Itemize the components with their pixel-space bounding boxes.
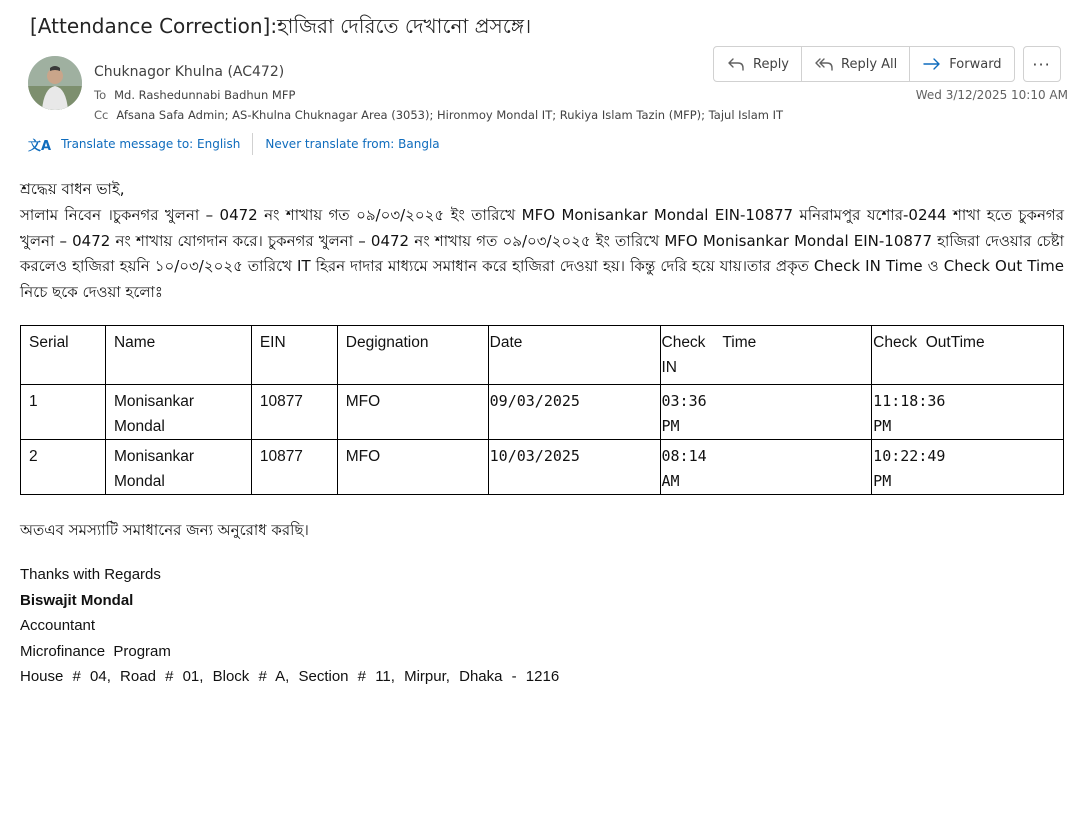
- cell-name: Monisankar Mondal: [105, 385, 251, 440]
- sender-name[interactable]: Chuknagor Khulna (AC472): [94, 64, 285, 80]
- cell-name: Monisankar Mondal: [105, 440, 251, 495]
- header-check-in: Check Time IN: [660, 326, 872, 385]
- header-ein: EIN: [251, 326, 337, 385]
- cc-recipients[interactable]: Afsana Safa Admin; AS-Khulna Chuknagar Area (3053); Hironmoy Mondal IT; Rukiya Islam Tazin (MFP); Tajul Islam IT: [116, 108, 784, 122]
- forward-icon: [922, 56, 942, 72]
- cell-serial: 1: [21, 385, 106, 440]
- reply-button[interactable]: [714, 47, 802, 81]
- signature-name: Biswajit Mondal: [20, 591, 134, 609]
- sender-avatar[interactable]: [28, 56, 82, 110]
- cell-ein: 10877: [251, 385, 337, 440]
- to-recipients[interactable]: Md. Rashedunnabi Badhun MFP: [114, 88, 296, 102]
- header-date: Date: [488, 326, 660, 385]
- table-row: [21, 440, 1064, 495]
- header-designation: Degignation: [337, 326, 488, 385]
- cc-label: Cc: [94, 108, 109, 122]
- signature-title: Accountant: [20, 617, 96, 634]
- signature-thanks: Thanks with Regards: [20, 566, 161, 583]
- cell-check-in: 08:14 AM: [660, 440, 872, 495]
- translate-divider: [252, 133, 253, 155]
- reply-all-button[interactable]: [802, 47, 910, 81]
- body-paragraph: সালাম নিবেন ।চুকনগর খুলনা – 0472 নং শাখায় গত ০৯/০৩/২০২৫ ইং তারিখে MFO Monisankar Mondal EIN-10877 মনিরামপুর যশোর-0244 শাখা হতে চুকনগর খুলনা – 0472 নং শাখায় যোগদান করে। চুকনগর খুলনা – 0472 নং শাখায় গত ০৯/০৩/২০২৫ ইং তারিখে MFO Monisankar Mondal EIN-10877 হাজিরা দেওয়ার চেষ্টা করলেও হাজিরা হয়নি ১০/০৩/২০২৫ তারিখে IT হিরন দাদার মাধ্যমে সমাধান করে হাজিরা দেওয়া হয়। কিন্তু দেরি হয়ে যায়।তার প্রকৃত Check IN Time ও Check Out Time নিচে ছকে দেওয়া হলোঃ: [20, 206, 1064, 301]
- email-subject: [Attendance Correction]:হাজিরা দেরিতে দেখানো প্রসঙ্গে।: [30, 14, 532, 38]
- header-check-out: Check OutTime: [872, 326, 1064, 385]
- cell-designation: MFO: [337, 385, 488, 440]
- header-name: Name: [105, 326, 251, 385]
- cell-serial: 2: [21, 440, 106, 495]
- greeting: শ্রদ্ধেয় বাধন ভাই,: [20, 180, 125, 198]
- message-actions: [713, 46, 1061, 80]
- reply-button-group: [713, 46, 1015, 82]
- sent-timestamp: Wed 3/12/2025 10:10 AM: [915, 88, 1068, 102]
- forward-label: Forward: [949, 56, 1002, 72]
- cell-date: 10/03/2025: [488, 440, 660, 495]
- more-actions-button[interactable]: ···: [1023, 46, 1061, 82]
- never-translate-link[interactable]: Never translate from: Bangla: [265, 137, 440, 151]
- cell-ein: 10877: [251, 440, 337, 495]
- reply-all-label: Reply All: [841, 56, 898, 72]
- to-label: To: [94, 88, 107, 102]
- header-serial: Serial: [21, 326, 106, 385]
- cell-check-in: 03:36 PM: [660, 385, 872, 440]
- forward-button[interactable]: [910, 47, 1013, 81]
- attendance-table: [20, 325, 1064, 495]
- translate-message-link[interactable]: Translate message to: English: [61, 137, 241, 151]
- cc-line: [94, 108, 783, 122]
- translate-bar: [28, 133, 440, 155]
- signature-address: House # 04, Road # 01, Block # A, Section # 11, Mirpur, Dhaka - 1216: [20, 668, 560, 685]
- closing-request: অতএব সমস্যাটি সমাধানের জন্য অনুরোধ করছি।: [20, 521, 309, 539]
- reply-label: Reply: [753, 56, 790, 72]
- signature-block: [20, 562, 559, 690]
- signature-program: Microfinance Program: [20, 642, 171, 660]
- cell-designation: MFO: [337, 440, 488, 495]
- table-header-row: [21, 326, 1064, 385]
- to-line: [94, 88, 295, 102]
- cell-check-out: 11:18:36 PM: [872, 385, 1064, 440]
- cell-check-out: 10:22:49 PM: [872, 440, 1064, 495]
- table-row: [21, 385, 1064, 440]
- cell-date: 09/03/2025: [488, 385, 660, 440]
- reply-all-icon: [814, 56, 834, 72]
- reply-icon: [726, 56, 746, 72]
- translate-icon: 文A: [28, 138, 52, 154]
